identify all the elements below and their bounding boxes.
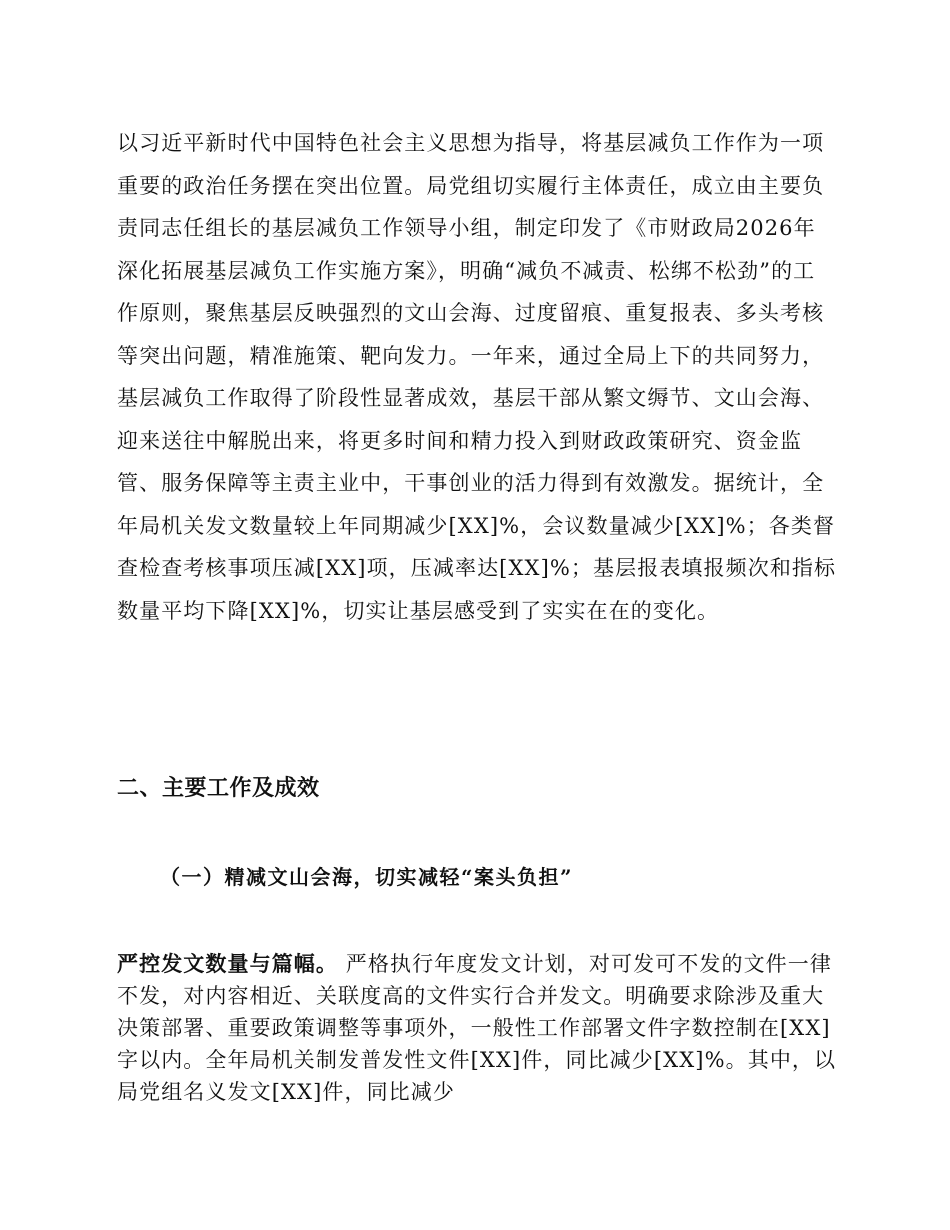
section-heading: 二、主要工作及成效 [117,776,320,801]
subsection-heading: （一）精减文山会海，切实减轻“案头负担” [160,865,574,889]
item-lead-text: 严控发文数量与篇幅。 [117,951,338,976]
intro-paragraph: 以习近平新时代中国特色社会主义思想为指导，将基层减负工作作为一项重要的政治任务摆在突出位置。局党组切实履行主体责任，成立由主要负责同志任组长的基层减负工作领导小组，制定印发了《市财政局2026年深化拓展基层减负工作实施方案》，明确“减负不减责、松绑不松劲”的工作原则，聚焦基层反映强烈的文山会海、过度留痕、重复报表、多头考核等突出问题，精准施策、靶向发力。一年来，通过全局上下的共同努力，基层减负工作取得了阶段性显著成效，基层干部从繁文缛节、文山会海、迎来送往中解脱出来，将更多时间和精力投入到财政政策研究、资金监管、服务保障等主责主业中，干事创业的活力得到有效激发。据统计，全年局机关发文数量较上年同期减少[XX]%，会议数量减少[XX]%；各类督查检查考核事项压减[XX]项，压减率达[XX]%；基层报表填报频次和指标数量平均下降[XX]%，切实让基层感受到了实实在在的变化。 [117,131,837,623]
item-body-text: 严格执行年度发文计划，对可发可不发的文件一律不发，对内容相近、关联度高的文件实行合并发文。明确要求除涉及重大决策部署、重要政策调整等事项外，一般性工作部署文件字数控制在[XX]字以内。全年局机关制发普发性文件[XX]件，同比减少[XX]%。其中，以局党组名义发文[XX]件，同比减少 [117,952,837,1104]
item-paragraph [117,948,837,1108]
